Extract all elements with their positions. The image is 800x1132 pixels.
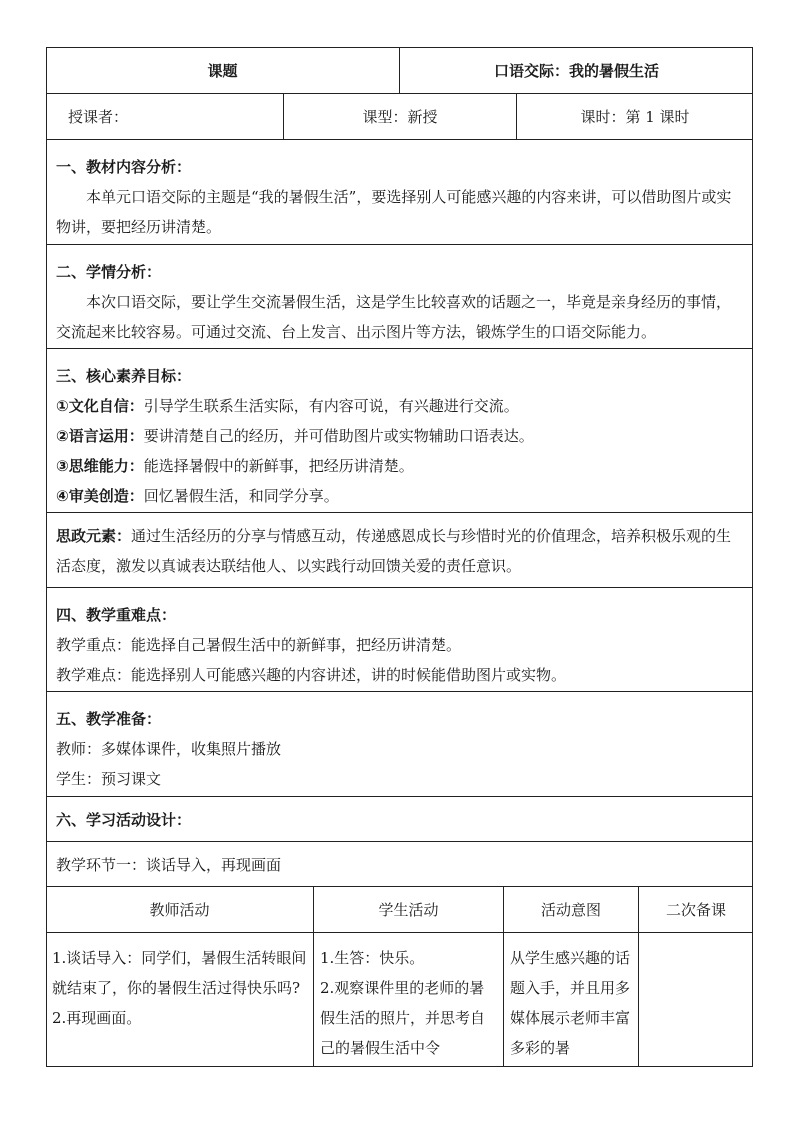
section-title: 五、教学准备： xyxy=(56,710,162,728)
step-title: 教学环节一：谈话导入，再现画面 xyxy=(56,855,282,874)
section-core-goals xyxy=(46,349,753,513)
goal-item xyxy=(56,481,743,511)
header-second-prep: 二次备课 xyxy=(665,901,726,919)
goal-label: ③思维能力： xyxy=(56,457,144,475)
section-activity-design xyxy=(46,797,753,842)
teacher-prep: 教师：多媒体课件，收集照片播放 xyxy=(56,740,282,758)
ideology-label: 思政元素： xyxy=(56,527,132,545)
section-title: 一、教材内容分析： xyxy=(56,158,192,176)
intent-cell: 从学生感兴趣的话题入手，并且用多媒体展示老师丰富多彩的暑 xyxy=(510,949,631,1057)
goal-text: 能选择暑假中的新鲜事，把经历讲清楚。 xyxy=(143,457,414,475)
section-material-analysis xyxy=(46,140,753,245)
goal-label: ④审美创造： xyxy=(56,487,144,505)
student-prep: 学生：预习课文 xyxy=(56,770,162,788)
section-preparation xyxy=(46,692,753,797)
section-title: 六、学习活动设计： xyxy=(56,810,192,829)
teacher-label: 授课者： xyxy=(68,108,129,126)
section-title: 四、教学重难点： xyxy=(56,606,177,624)
goal-text: 回忆暑假生活，和同学分享。 xyxy=(143,487,339,505)
section-ideology xyxy=(46,513,753,588)
section-key-points xyxy=(46,588,753,692)
lesson-type: 课型：新授 xyxy=(362,108,438,126)
course-label: 课题 xyxy=(207,61,238,80)
student-activity-cell: 1.生答：快乐。 2.观察课件里的老师的暑假生活的照片，并思考自己的暑假生活中令 xyxy=(320,949,486,1057)
ideology-text xyxy=(56,521,743,581)
header-intent: 活动意图 xyxy=(540,901,601,919)
section-student-analysis xyxy=(46,245,753,349)
activity-table-row xyxy=(46,933,753,1067)
goal-label: ②语言运用： xyxy=(56,427,144,445)
step-row xyxy=(46,842,753,887)
lesson-period: 课时：第 1 课时 xyxy=(580,108,690,126)
goal-text: 引导学生联系生活实际，有内容可说，有兴趣进行交流。 xyxy=(143,397,519,415)
goal-item xyxy=(56,391,743,421)
goal-item xyxy=(56,421,743,451)
goal-item xyxy=(56,451,743,481)
goal-label: ①文化自信： xyxy=(56,397,144,415)
section-body: 本次口语交际，要让学生交流暑假生活，这是学生比较喜欢的话题之一，毕竟是亲身经历的事情，交流起来比较容易。可通过交流、台上发言、出示图片等方法，锻炼学生的口语交际能力。 xyxy=(56,293,732,341)
header-teacher-activity: 教师活动 xyxy=(149,901,210,919)
header-student-activity: 学生活动 xyxy=(378,901,439,919)
activity-table-header xyxy=(46,887,753,933)
title-row xyxy=(46,47,753,94)
teacher-activity-cell: 1.谈话导入：同学们，暑假生活转眼间就结束了，你的暑假生活过得快乐吗? 2.再现画面。 xyxy=(52,949,307,1027)
ideology-body: 通过生活经历的分享与情感互动，传递感恩成长与珍惜时光的价值理念，培养积极乐观的生活态度，激发以真诚表达联结他人、以实践行动回馈关爱的责任意识。 xyxy=(56,527,732,575)
key-point: 教学重点：能选择自己暑假生活中的新鲜事，把经历讲清楚。 xyxy=(56,636,462,654)
course-title: 口语交际：我的暑假生活 xyxy=(493,61,659,80)
section-title: 三、核心素养目标： xyxy=(56,367,192,385)
goal-text: 要讲清楚自己的经历，并可借助图片或实物辅助口语表达。 xyxy=(143,427,534,445)
second-prep-cell xyxy=(639,933,753,1066)
difficult-point: 教学难点：能选择别人可能感兴趣的内容讲述，讲的时候能借助图片或实物。 xyxy=(56,666,567,684)
section-body: 本单元口语交际的主题是“我的暑假生活”，要选择别人可能感兴趣的内容来讲，可以借助图片或实物讲，要把经历讲清楚。 xyxy=(56,188,732,236)
section-title: 二、学情分析： xyxy=(56,263,162,281)
info-row xyxy=(46,94,753,140)
